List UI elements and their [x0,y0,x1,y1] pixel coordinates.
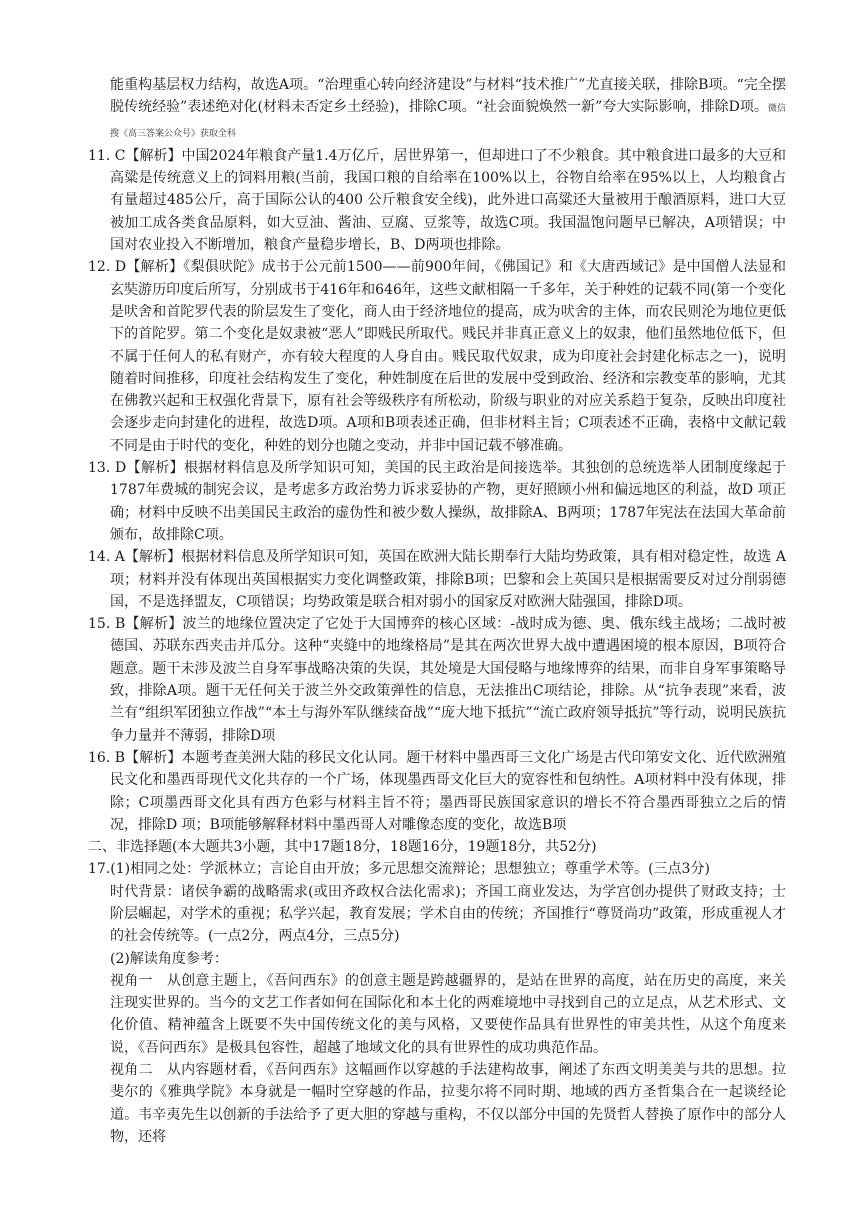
answer-17-part2-heading: (2)解读角度参考： [110,950,228,967]
paragraph-continuation [88,74,786,145]
watermark-note: 微信搜《高三答案公众号》获取全科 [110,104,786,139]
answer-15: 15. B【解析】波兰的地缘位置决定了它处于大国博弈的核心区域：-战时成为德、奥、俄东线主战场；二战时被德国、苏联东西夹击并瓜分。这种“夹缝中的地缘格局”是其在两次世界大战中遭遇困境的根本原因，B项符合题意。题干未涉及波兰自身军事战略决策的失误，其处境是大国侵略与地缘博弈的结果，而非自身军事策略导致，排除A项。题干无任何关于波兰外交政策弹性的信息，无法推出C项结论，排除。从“抗争表现”来看，波兰有“组织军团独立作战”“本土与海外军队继续奋战”“庞大地下抵抗”“流亡政府领导抵抗”等行动，说明民族抗争力量并不薄弱，排除D项 [88,616,786,744]
answer-14: 14. A【解析】根据材料信息及所学知识可知，英国在欧洲大陆长期奉行大陆均势政策，具有相对稳定性，故选 A项；材料并没有体现出英国根据实力变化调整政策，排除B项；巴黎和会上英国只是根据需要反对过分削弱德国，不是选择盟友，C项错误；均势政策是联合相对弱小的国家反对欧洲大陆强国，排除D项。 [88,549,786,610]
answer-17-perspective-1: 视角一 从创意主题上，《吾问西东》的创意主题是跨越疆界的，是站在世界的高度，站在历史的高度，来关注现实世界的。当今的文艺工作者如何在国际化和本土化的两难境地中寻找到自己的立足点，从艺术形式、文化价值、精神蕴含上既要不失中国传统文化的美与风格，又要使作品具有世界性的审美共性，从这个角度来说，《吾问西东》是极具包容性，超越了地域文化的具有世界性的成功典范作品。 [110,972,786,1056]
section-heading: 二、非选择题(本大题共3小题，其中17题18分，18题16分，19题18分，共52分) [88,839,597,856]
paragraph-text: 能重构基层权力结构，故选A项。“治理重心转向经济建设”与材料“技术推广”尤直接关联，排除B项。“完全摆脱传统经验”表述绝对化(材料未否定乡土经验)，排除C项。“社会面貌焕然一新”夸大实际影响，排除D项。 [110,77,786,116]
answer-17-perspective-2: 视角二 从内容题材看，《吾问西东》这幅画作以穿越的手法建构故事，阐述了东西文明美美与共的思想。拉斐尔的《雅典学院》本身就是一幅时空穿越的作品，拉斐尔将不同时期、地域的西方圣哲集合在一起谈经论道。韦辛夷先生以创新的手法给予了更大胆的穿越与重构，不仅以部分中国的先贤哲人替换了原作中的部分人物，还将 [110,1062,786,1145]
answer-11: 11. C【解析】中国2024年粮食产量1.4万亿斤，居世界第一，但却进口了不少粮食。其中粮食进口最多的大豆和高粱是传统意义上的饲料用粮(当前，我国口粮的自给率在100%以上，谷物自给率在95%以上，人均粮食占有量超过485公斤，高于国际公认的400 公斤粮食安全线)，此外进口高粱还大量被用于酿酒原料，进口大豆被加工成各类食品原料，如大豆油、酱油、豆腐、豆浆等，故选C项。我国温饱问题早已解决，A项错误；中国对农业投入不断增加，粮食产量稳步增长，B、D两项也排除。 [88,147,786,254]
answer-17-background: 时代背景：诸侯争霸的战略需求(或田齐政权合法化需求)；齐国工商业发达，为学宫创办提供了财政支持；士阶层崛起，对学术的重视；私学兴起，教育发展；学术自由的传统；齐国推行“尊贤尚功”政策，形成重视人才的社会传统等。(一点2分，两点4分，三点5分) [110,883,786,945]
answer-13: 13. D【解析】根据材料信息及所学知识可知，美国的民主政治是间接选举。其独创的总统选举人团制度缘起于1787年费城的制宪会议，是考虑多方政治势力诉求妥协的产物，更好照顾小州和偏远地区的利益，故D 项正确；材料中反映不出美国民主政治的虚伪性和被少数人操纵，故排除A、B两项；1787年宪法在法国大革命前颁布，故排除C项。 [88,460,786,543]
answer-16: 16. B【解析】本题考查美洲大陆的移民文化认同。题干材料中墨西哥三文化广场是古代印第安文化、近代欧洲殖民文化和墨西哥现代文化共存的一个广场，体现墨西哥文化巨大的宽容性和包纳性。A项材料中没有体现，排除；C项墨西哥文化具有西方色彩与材料主旨不符；墨西哥民族国家意识的增长不符合墨西哥独立之后的情况，排除D 项；B项能够解释材料中墨西哥人对雕像态度的变化，故选B项 [88,749,786,833]
answer-17-part1: 17.(1)相同之处：学派林立；言论自由开放；多元思想交流辩论；思想独立；尊重学术等。(三点3分) [88,861,710,878]
answer-12: 12. D【解析】《梨俱吠陀》成书于公元前1500——前900年间，《佛国记》和《大唐西域记》是中国僧人法显和玄奘游历印度后所写，分别成书于416年和646年，这些文献相隔一千多年，关于种姓的记载不同(第一个变化是吠舍和首陀罗代表的阶层发生了变化，商人由于经济地位的提高，成为吠舍的主体，而农民则沦为地位更低下的首陀罗。第二个变化是奴隶被“恶人”即贱民所取代。贱民并非真正意义上的奴隶，他们虽然地位低下，但不属于任何人的私有财产，亦有较大程度的人身自由。贱民取代奴隶，成为印度社会封建化标志之一)，说明随着时间推移，印度社会结构发生了变化，种姓制度在后世的发展中受到政治、经济和宗教变革的影响，尤其在佛教兴起和王权强化背景下，原有社会等级秩序有所松动，阶级与职业的对应关系趋于复杂，反映出印度社会逐步走向封建化的进程，故选D项。A项和B项表述正确，但非材料主旨；C项表述不正确，表格中文献记载不同是由于时代的变化，种姓的划分也随之变动，并非中国记载不够准确。 [88,259,786,454]
